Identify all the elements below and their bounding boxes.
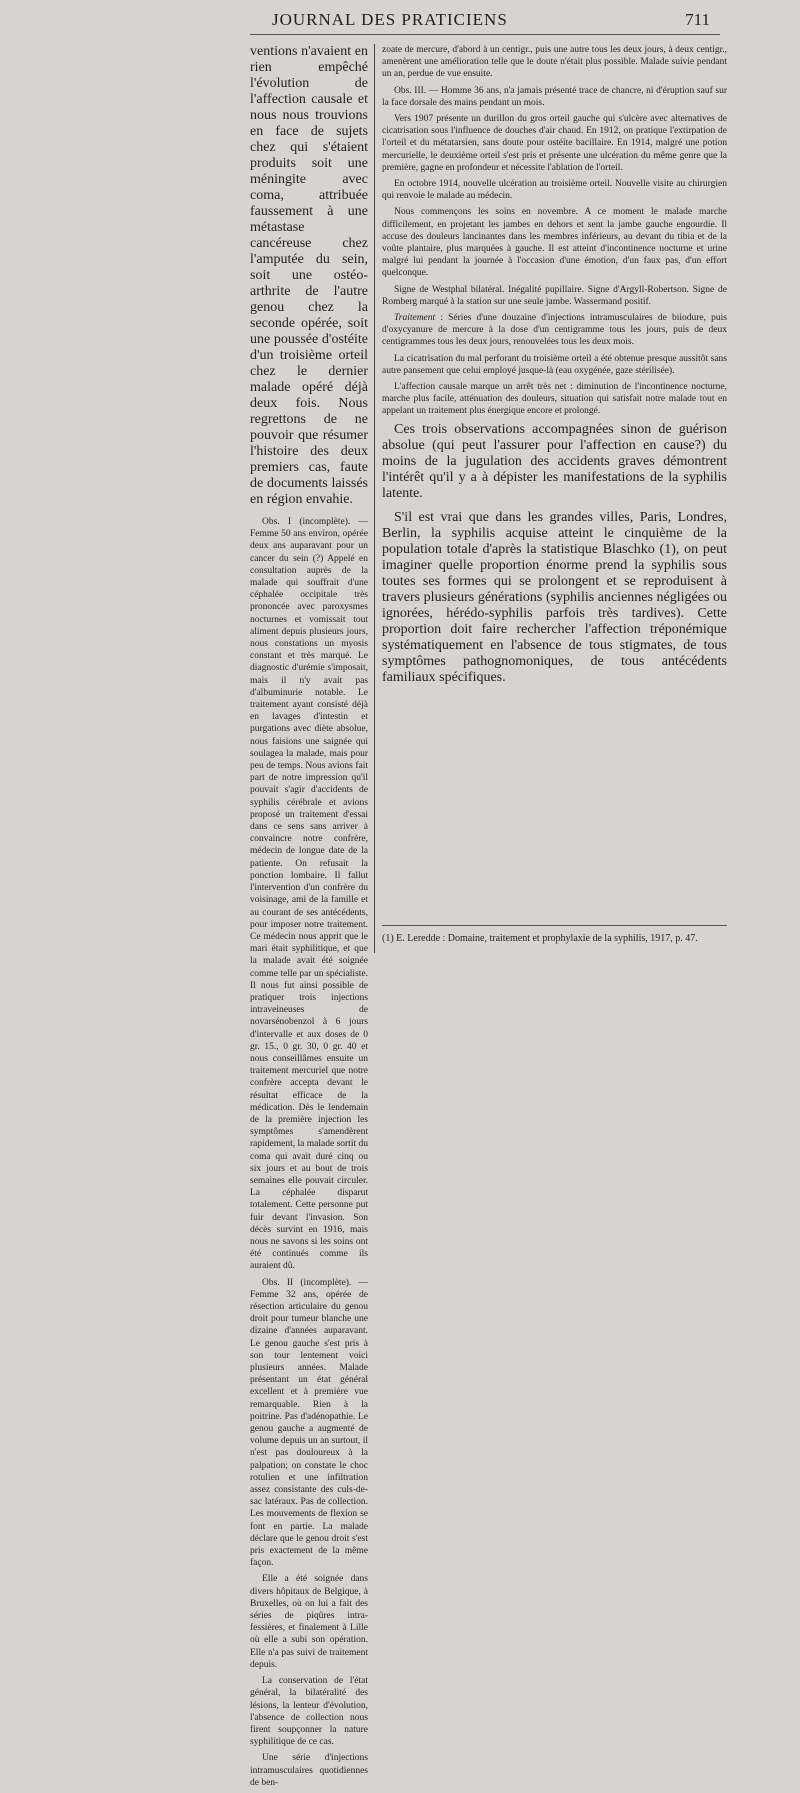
conclusion-paragraph-2: S'il est vrai que dans les grandes villes, Paris, Londres, Berlin, la syphilis acquise atteint le cinquième de la population totale d'après la statistique Blaschko (1), on peut imaginer quelle proportion énorme prend la syphilis sous toutes ses formes qui se prolongent et se reproduisent à travers plusieurs générations (syphilis anciennes négligées ou ignorées, hérédo-syphilis parfois très tardives). Cette proportion doit faire rechercher l'affection tréponémique systématiquement en l'absence de tous stigmates, de tous symptômes pathognomoniques, de tous antécédents familiaux spécifiques. — [382, 509, 727, 685]
observation-2: Obs. II (incomplète). — Femme 32 ans, opérée de résection articulaire du genou droit pour tumeur blanche une dizaine d'années auparavant. Le genou gauche s'est pris à son tour lentement voici plusieurs années. Malade présentant un état général excellent et à première vue remarquable. Rien à la poitrine. Pas d'adénopathie. Le genou gauche a augmenté de volume depuis un an surtout, il n'est pas douloureux à la palpation; on constate le choc rotulien et une infiltration assez consistante des culs-de-sac latéraux. Pas de collection. Les mouvements de flexion se font en partie. La malade déclare que le genou droit s'est pris exactement de la même façon. — [250, 1277, 368, 1569]
observation-1: Obs. I (incomplète). — Femme 50 ans environ, opérée deux ans auparavant pour un cancer du sein (?) Appelé en consultation auprès de la malade qui souffrait d'une céphalée occipitale très prononcée avec paroxysmes nocturnes et vomissait tout aliment depuis plusieurs jours, nous constations un myosis constant et très marqué. Le diagnostic d'urémie s'imposait, mais il n'y avait pas d'albuminurie notable. Le traitement ayant consisté déjà en lavages d'intestin et purgations avec diète absolue, nous faisions une saignée qui soulagea la malade, mais pour peu de temps. Nous avions fait part de notre impression qu'il pouvait s'agir d'accidents de syphilis cérébrale et avions proposé un traitement d'essai dans ce sens sans arriver à convaincre notre confrère, médecin de longue date de la patiente. On refusait la ponction lombaire. Il fallut l'intervention d'un confrère du voisinage, ami de la famille et au courant de ses antécédents, pour imposer notre traitement. Ce médecin nous apprit que le mari était syphilitique, et que la malade avait été soignée comme telle par un spécialiste. Il nous fut ainsi possible de pratiquer trois injections intraveineuses de novarsénobenzol à 6 jours d'intervalle et aux doses de 0 gr. 15., 0 gr. 30, 0 gr. 40 et nous conseillâmes ensuite un traitement mercuriel que notre confrère accepta devant le résultat efficace de la médication. Dès le lendemain de la première injection les symptômes s'amendèrent rapidement, la malade sortit du coma qui avait duré cinq ou six jours et au bout de trois semaines elle pouvait circuler. La céphalée disparut totalement. Cette personne put fuir devant l'invasion. Son décès survint en 1916, mais nous ne savons si les soins ont été continués comme ils auraient dû. — [250, 517, 368, 1272]
journal-title: JOURNAL DES PRATICIENS — [272, 10, 508, 29]
treatment-label: Traitement — [394, 313, 436, 324]
observation-3-healing: La cicatrisation du mal perforant du troisième orteil a été obtenue presque aussitôt sans autre pansement que celui employé jusque-là (eau oxygénée, gaze stérilisée). — [382, 353, 727, 376]
observation-3-signs: Signe de Westphal bilatéral. Inégalité pupillaire. Signe d'Argyll-Robertson. Signe de Romberg marqué à la station sur une seule jambe. Wassermand positif. — [382, 284, 727, 307]
observation-2-treatment: Une série d'injections intramusculaires quotidiennes de ben- — [250, 1753, 368, 1788]
observation-3-symptoms: Nous commençons les soins en novembre. A ce moment le malade marche difficilement, en projetant les jambes en dehors et sent la jambe gauche engourdie. Il accuse des douleurs lancinantes dans les membres inférieurs, au devant du tibia et de la voûte plantaire, plus marquées à gauche. Il est atteint d'incontinence nocturne et urine malgré lui pendant la journée à l'occasion d'une émotion, d'un faux pas, d'un effort quelconque. — [382, 207, 727, 279]
observation-2-continued: zoate de mercure, d'abord à un centigr., puis une autre tous les deux jours, à deux centigr., amenèrent une amélioration telle que le doute n'était plus possible. Malade suivie pendant un an, perdue de vue ensuite. — [382, 45, 727, 80]
footnote: (1) E. Leredde : Domaine, traitement et prophylaxie de la syphilis, 1917, p. 47. — [382, 933, 698, 944]
footnote-rule — [382, 925, 727, 926]
observation-2-history: Elle a été soignée dans divers hôpitaux de Belgique, à Bruxelles, où on lui a fait des séries de piqûres intra-fessières, et finalement à Lille où elle a subi son opération. Elle n'a pas suivi de traitement depuis. — [250, 1574, 368, 1670]
column-divider — [374, 44, 375, 953]
left-column — [250, 44, 368, 1793]
observation-3-outcome: L'affection causale marque un arrêt très net : diminution de l'incontinence nocturne, marche plus facile, atténuation des douleurs, situation qui satisfait notre malade tout en appelant un traitement plus énergique encore et prolongé. — [382, 382, 727, 417]
page-number: 711 — [685, 10, 710, 29]
intro-paragraph: ventions n'avaient en rien empêché l'évolution de l'affection causale et nous nous trouvions en face de sujets chez qui s'étaient produits soit une méningite avec coma, attribuée faussement à une métastase cancéreuse chez l'amputée du sein, soit une ostéo-arthrite de l'autre genou chez la seconde opérée, soit une poussée d'ostéite d'un troisième orteil chez le dernier malade opéré déjà deux fois. Nous regrettons de ne pouvoir que résumer l'histoire des deux premiers cas, faute de documents laissés en région envahie. — [250, 44, 368, 507]
observation-3: Obs. III. — Homme 36 ans, n'a jamais présenté trace de chancre, ni d'éruption sauf sur la face dorsale des mains pendant un mois. — [382, 85, 727, 108]
treatment-text: : Séries d'une douzaine d'injections intramusculaires de biiodure, puis d'oxycyanure de mercure à la dose d'un centigramme tous les jours, puis de deux centigrammes tous les deux jours, renouvelées tous les deux mois. — [382, 313, 727, 348]
observation-3-history: Vers 1907 présente un durillon du gros orteil gauche qui s'ulcère avec alternatives de cicatrisation sous l'influence de douches d'air chaud. En 1912, on pratique l'extirpation de l'orteil et du métatarsien, sans doute pour ostéite bacillaire. En 1914, malgré une potion mercurielle, le deuxième orteil s'est pris et présente une ulcération du même genre que la première, gagne en profondeur et nécessite l'ablation de l'orteil. — [382, 114, 727, 173]
observation-2-diagnosis: La conservation de l'état général, la bilatéralité des lésions, la lenteur d'évolution, l'absence de collection nous firent soupçonner la nature syphilitique de ce cas. — [250, 1676, 368, 1748]
header-rule — [250, 34, 720, 35]
right-column — [382, 44, 727, 694]
page-header — [250, 8, 710, 32]
observation-3-treatment — [382, 312, 727, 349]
conclusion-paragraph-1: Ces trois observations accompagnées sinon de guérison absolue (qui peut l'assurer pour l'affection en cause?) du moins de la jugulation des accidents graves démontrent l'intérêt qu'il y a à dépister les manifestations de la syphilis latente. — [382, 421, 727, 501]
observation-3-october: En octobre 1914, nouvelle ulcération au troisième orteil. Nouvelle visite au chirurgien qui renvoie le malade au médecin. — [382, 179, 727, 202]
